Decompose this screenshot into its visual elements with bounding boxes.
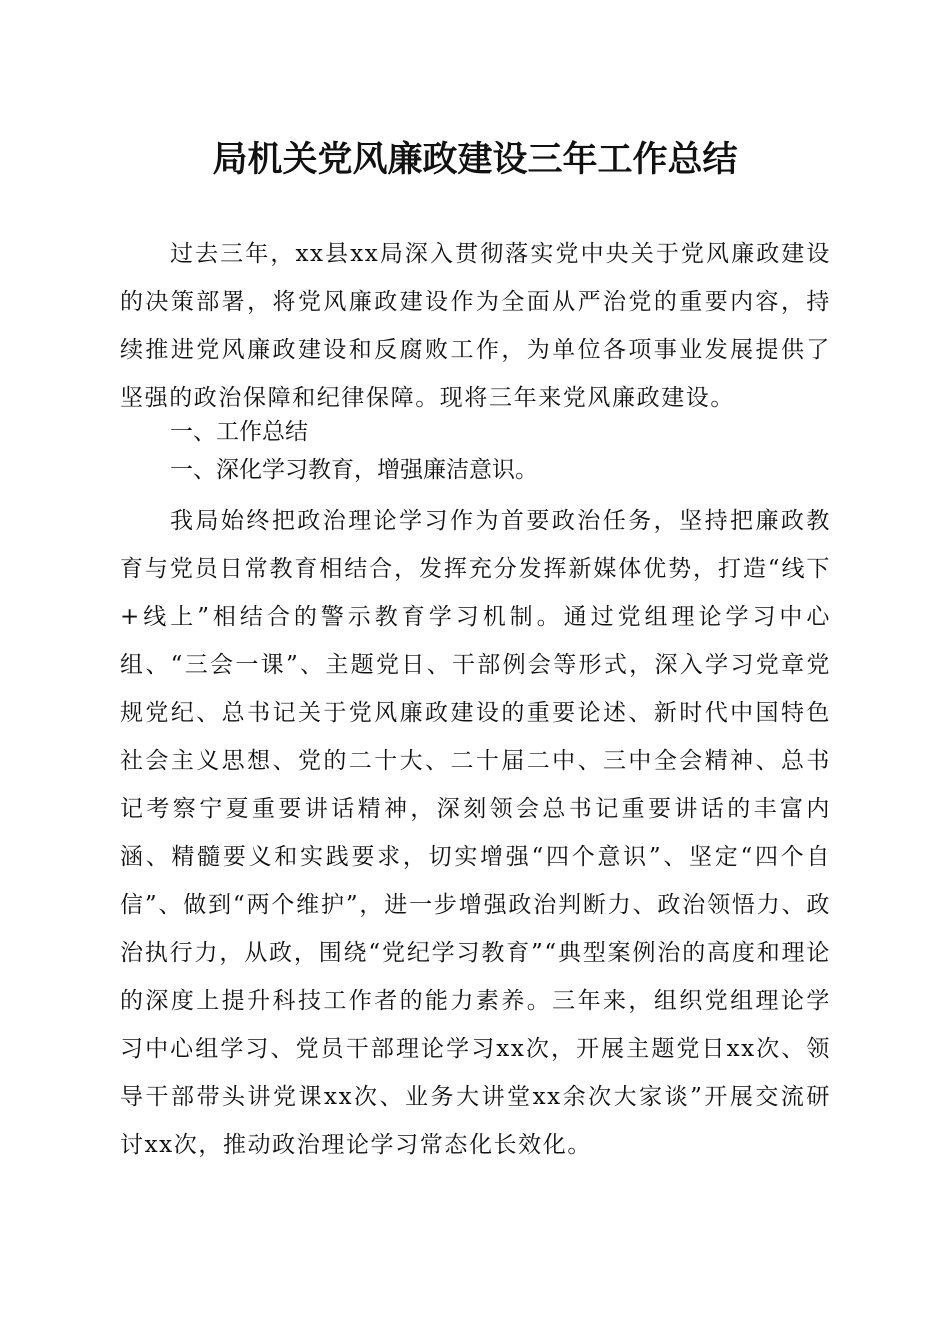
subsection-heading: 一、深化学习教育，增强廉洁意识。 [170,457,538,483]
intro-paragraph: 过去三年，xx县xx局深入贯彻落实党中央关于党风廉政建设的决策部署，将党风廉政建设作为全面从严治党的重要内容，持续推进党风廉政建设和反腐败工作，为单位各项事业发展提供了坚强的政治保障和纪律保障。现将三年来党风廉政建设。 [120,241,831,411]
document-title: 局机关党风廉政建设三年工作总结 [212,139,738,180]
section-heading: 一、工作总结 [170,419,308,445]
study-paragraph: 我局始终把政治理论学习作为首要政治任务，坚持把廉政教育与党员日常教育相结合，发挥充分发挥新媒体优势，打造“线下+线上”相结合的警示教育学习机制。通过党组理论学习中心组、“三会一课”、主题党日、干部例会等形式，深入学习党章党规党纪、总书记关于党风廉政建设的重要论述、新时代中国特色社会主义思想、党的二十大、二十届二中、三中全会精神、总书记考察宁夏重要讲话精神，深刻领会总书记重要讲话的丰富内涵、精髓要义和实践要求，切实增强“四个意识”、坚定“四个自信”、做到“两个维护”，进一步增强政治判断力、政治领悟力、政治执行力，从政，围绕“党纪学习教育”“典型案例治的高度和理论的深度上提升科技工作者的能力素养。三年来，组织党组理论学习中心组学习、党员干部理论学习xx次，开展主题党日xx次、领导干部带头讲党课xx次、业务大讲堂xx余次大家谈”开展交流研讨xx次，推动政治理论学习常态化长效化。 [120,508,831,1158]
